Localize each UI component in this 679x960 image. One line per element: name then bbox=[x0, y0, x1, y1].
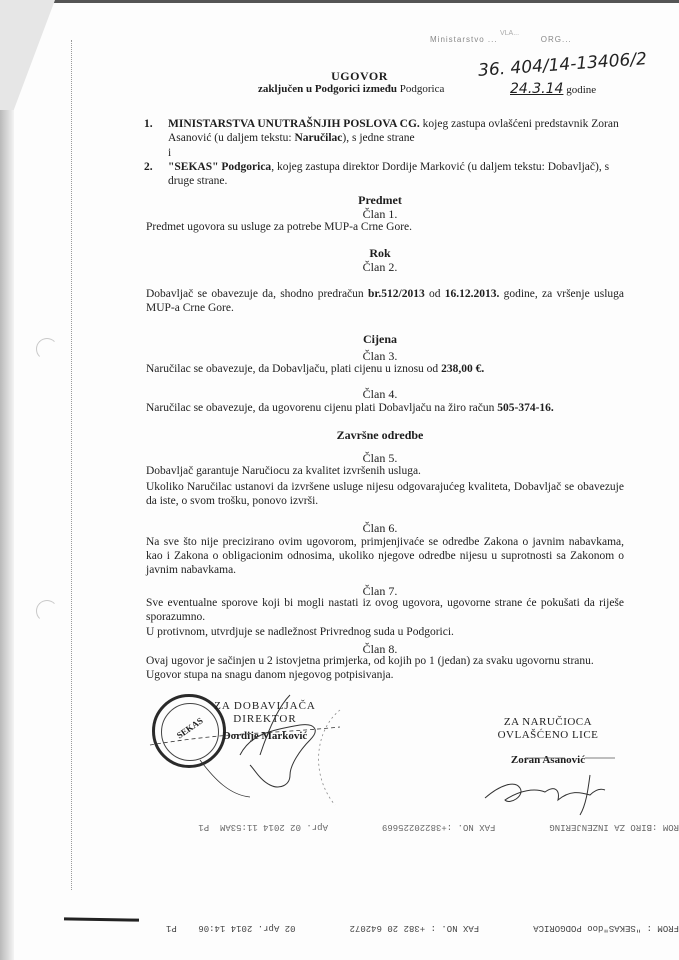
clan-8-body: Ovaj ugovor je sačinjen u 2 istovjetna primjerka, od kojih po 1 (jedan) za svaku ugovornu stranu. bbox=[146, 655, 594, 667]
signatory-name: Zoran Asanović bbox=[510, 754, 586, 766]
party-number: 2. bbox=[144, 161, 153, 173]
stamp-right: ORG... bbox=[540, 35, 572, 44]
text-run: Dobavljač se obavezuje da, shodno predračun bbox=[146, 288, 368, 300]
signature-label: ZA DOBAVLJAČA bbox=[214, 700, 316, 712]
clan-1-body: Predmet ugovora su usluge za potrebe MUP-a Crne Gore. bbox=[146, 221, 413, 233]
party-name: "SEKAS" Podgorica bbox=[168, 161, 272, 173]
page-corner-fold bbox=[0, 0, 55, 110]
party-connector: i bbox=[168, 147, 172, 159]
clan-3: Član 3. bbox=[362, 349, 398, 363]
punch-hole bbox=[36, 338, 58, 360]
clan-4: Član 4. bbox=[362, 387, 398, 401]
fax-header-1: ROM :BIRO ZA INZENJERING FAX NO. :+38220225669 Apr. 02 2014 11:53AM P1 bbox=[198, 822, 679, 832]
clan-2-body bbox=[146, 287, 624, 315]
text-run: godine, za vršenje usluga MUP-a Crne Gore. bbox=[146, 288, 624, 314]
party-1 bbox=[144, 117, 623, 145]
party-role: Naručilac bbox=[294, 132, 343, 144]
party-name: MINISTARSTVA UNUTRAŠNJIH POSLOVA CG. bbox=[168, 118, 420, 130]
clan-8-body-2: Ugovor stupa na snagu danom njegovog potpisivanja. bbox=[146, 669, 394, 681]
section-heading-rok: Rok bbox=[369, 246, 391, 260]
signatory-name: Dordije Marković bbox=[222, 730, 308, 742]
party-2 bbox=[144, 160, 623, 188]
fax-header-2: FROM : "SEKAS"doo PODGORICA FAX NO. : +382 20 642072 02 Apr. 2014 14:06 P1 bbox=[165, 923, 679, 933]
registration-number: 36. 404/14-13406/2 bbox=[477, 49, 648, 81]
text-run: od bbox=[424, 288, 445, 300]
subtitle-prefix: zaključen u Podgorici između bbox=[258, 83, 398, 95]
clan-2: Član 2. bbox=[362, 260, 398, 274]
clan-7-body-2: U protivnom, utvrdjuje se nadležnost Privrednog suda u Podgorici. bbox=[146, 626, 454, 638]
clan-6: Član 6. bbox=[362, 521, 398, 535]
handwritten-signature-right bbox=[440, 730, 640, 830]
signature-title: OVLAŠĆENO LICE bbox=[497, 729, 599, 741]
clan-5-body-2: Ukoliko Naručilac ustanovi da izvršene usluge nijesu odgovarajućeg kvaliteta, Dobavljač se obavezuje da iste, o svom trošku, ponovo izvrši. bbox=[146, 481, 624, 507]
contract-date bbox=[510, 81, 596, 97]
clan-7-body: Sve eventualne sporove koji bi mogli nastati iz ovog ugovora, ugovorne strane će pokušati da riješe sporazumno. bbox=[146, 597, 624, 623]
subtitle-place: Podgorica bbox=[399, 83, 445, 95]
party-number: 1. bbox=[144, 118, 153, 130]
bank-account: 505-374-16. bbox=[497, 402, 554, 414]
clan-5-body: Dobavljač garantuje Naručiocu za kvalitet izvršenih usluga. bbox=[146, 465, 421, 477]
date-suffix: godine bbox=[566, 84, 597, 96]
scan-top-edge bbox=[0, 0, 679, 3]
invoice-date: 16.12.2013. bbox=[444, 288, 500, 300]
stamp-org-text bbox=[430, 35, 572, 44]
invoice-number: br.512/2013 bbox=[367, 288, 425, 300]
partial-stamp-arc bbox=[300, 705, 360, 815]
clan-8: Član 8. bbox=[362, 642, 398, 656]
clan-3-body bbox=[146, 362, 624, 376]
signature-label: ZA NARUČIOCA bbox=[503, 716, 593, 728]
document-subtitle bbox=[258, 83, 444, 95]
stamp-org: Ministarstvo ... bbox=[430, 35, 501, 44]
binding-margin-line bbox=[71, 40, 72, 890]
section-heading-zavrsne-odredbe: Završne odredbe bbox=[336, 428, 424, 442]
date-handwritten: 24.3.14 bbox=[510, 81, 564, 97]
stamp-faint-text: VLA... bbox=[500, 30, 520, 37]
clan-1: Član 1. bbox=[362, 207, 398, 221]
stamp-text: SEKAS bbox=[174, 715, 205, 741]
punch-hole bbox=[36, 600, 58, 622]
party-text: kojeg zastupa ovlašćeni predstavnik Zoran Asanović (u daljem tekstu: bbox=[168, 118, 619, 144]
clan-6-body: Na sve što nije precizirano ovim ugovorom, primjenjivaće se odredbe Zakona o javnim nabavkama, kao i Zakona o obligacionim odnosima, ukoliko njegove odredbe nijesu u suprotnosti sa Zakonom o javnim nabavkama. bbox=[146, 536, 624, 576]
party-suffix: ), s jedne strane bbox=[342, 132, 415, 144]
section-heading-predmet: Predmet bbox=[358, 193, 402, 207]
party-text: , kojeg zastupa direktor Dordije Marković (u daljem tekstu: Dobavljač), s druge strane. bbox=[168, 161, 610, 187]
text-run: Naručilac se obavezuje, da ugovorenu cijenu plati Dobavljaču na žiro račun bbox=[146, 402, 498, 414]
price-amount: 238,00 €. bbox=[441, 363, 485, 375]
document-title: UGOVOR bbox=[331, 69, 388, 83]
fax-mark bbox=[64, 917, 139, 921]
text-run: Naručilac se obavezuje, da Dobavljaču, plati cijenu u iznosu od bbox=[146, 363, 442, 375]
section-heading-cijena: Cijena bbox=[363, 332, 397, 346]
clan-5: Član 5. bbox=[362, 451, 398, 465]
scan-left-edge bbox=[0, 0, 14, 960]
clan-4-body bbox=[146, 401, 624, 415]
clan-7: Član 7. bbox=[362, 584, 398, 598]
signature-title: DIREKTOR bbox=[233, 713, 297, 725]
